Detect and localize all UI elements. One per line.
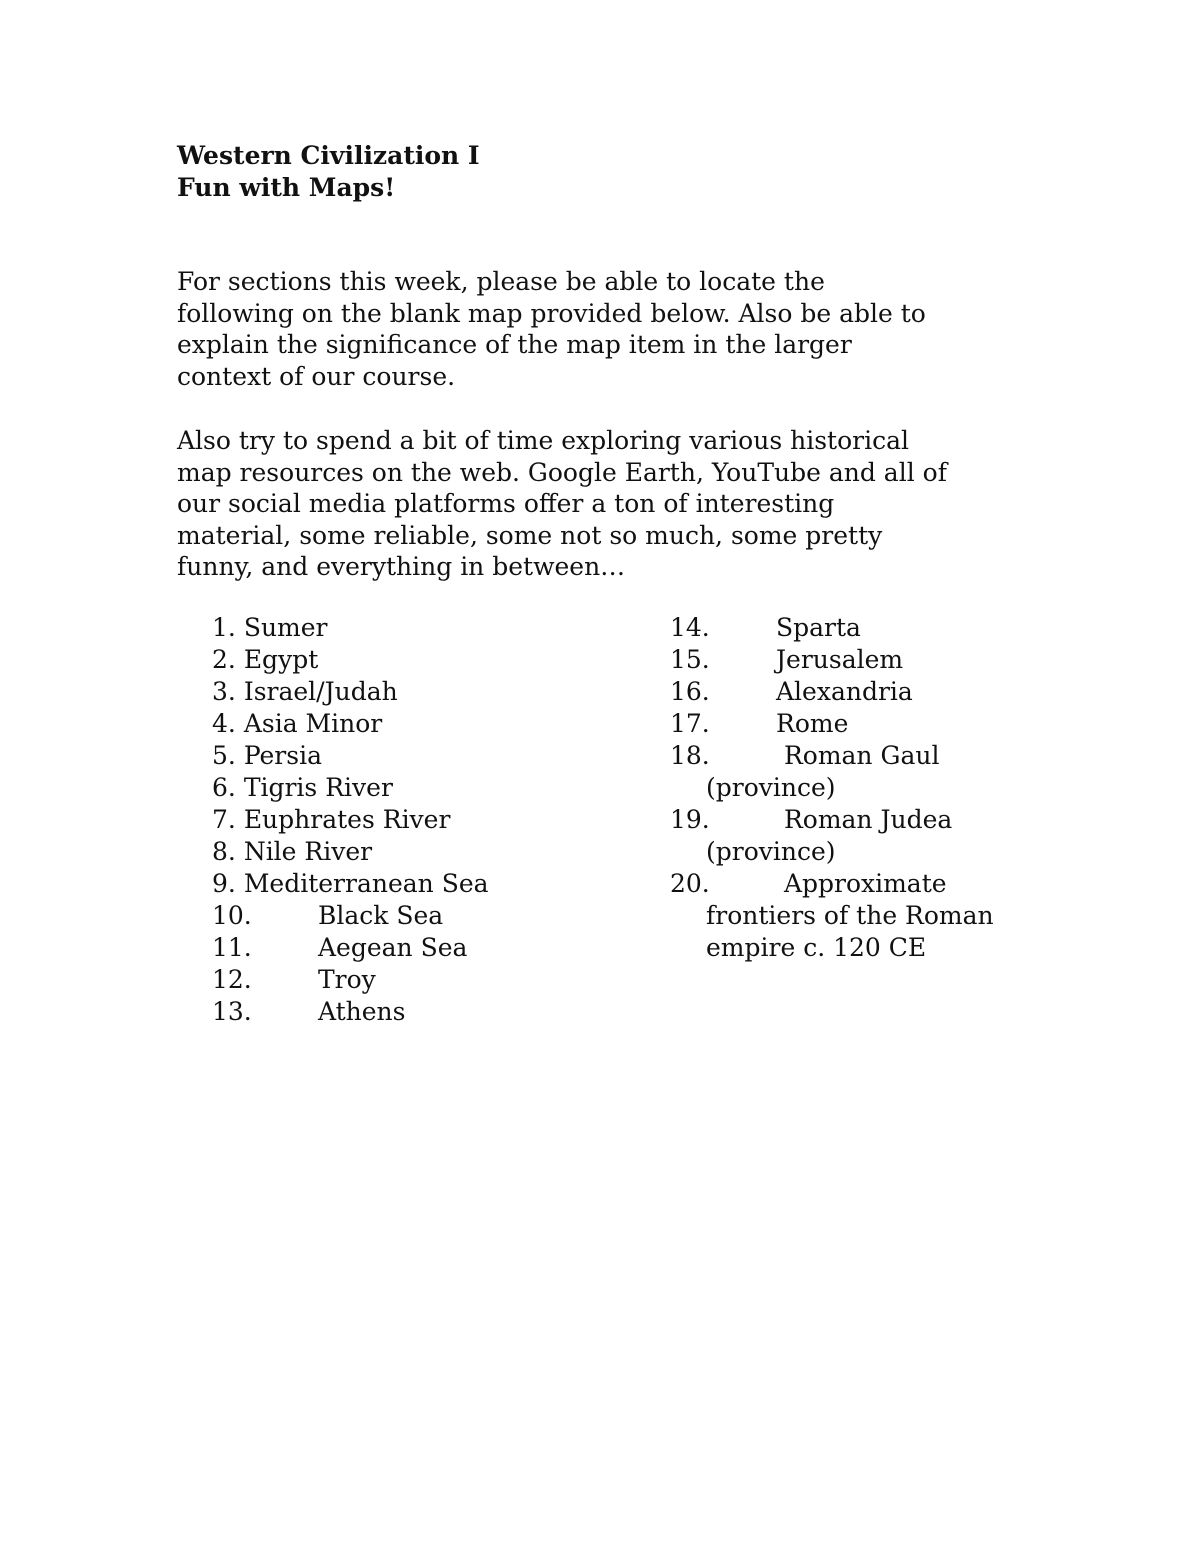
item-number: 17. bbox=[670, 709, 710, 738]
item-number: 13. bbox=[212, 997, 252, 1026]
exploration-paragraph bbox=[177, 425, 1047, 583]
item-number: 2. bbox=[212, 645, 236, 674]
title-line-1: Western Civilization I bbox=[177, 141, 480, 170]
item-label: Alexandria bbox=[776, 677, 913, 706]
title-line-2: Fun with Maps! bbox=[177, 173, 396, 202]
paragraph-line: funny, and everything in between… bbox=[177, 552, 626, 581]
map-items-list-left bbox=[212, 612, 489, 1028]
list-item bbox=[670, 868, 994, 964]
list-item bbox=[212, 964, 489, 996]
item-label: Roman Judea bbox=[776, 805, 953, 834]
item-number: 4. bbox=[212, 709, 236, 738]
list-item bbox=[212, 644, 489, 676]
list-item bbox=[670, 708, 994, 740]
item-label: Israel/Judah bbox=[243, 677, 398, 706]
item-number: 15. bbox=[670, 645, 710, 674]
paragraph-line: material, some reliable, some not so much, some pretty bbox=[177, 520, 883, 550]
item-label: Egypt bbox=[243, 645, 319, 674]
list-item bbox=[212, 836, 489, 868]
item-number: 3. bbox=[212, 677, 236, 706]
list-item bbox=[670, 740, 994, 804]
list-item bbox=[212, 676, 489, 708]
item-number: 14. bbox=[670, 613, 710, 642]
instructions-paragraph bbox=[177, 266, 1047, 392]
list-item bbox=[212, 772, 489, 804]
item-number: 9. bbox=[212, 869, 236, 898]
item-label-continuation: frontiers of the Roman bbox=[706, 901, 994, 930]
list-item bbox=[212, 804, 489, 836]
list-item bbox=[212, 740, 489, 772]
list-item bbox=[212, 932, 489, 964]
item-label: Jerusalem bbox=[776, 645, 904, 674]
item-label: Nile River bbox=[243, 837, 373, 866]
item-number: 6. bbox=[212, 773, 236, 802]
item-label: Mediterranean Sea bbox=[243, 869, 489, 898]
list-item bbox=[212, 900, 489, 932]
document-title bbox=[177, 140, 480, 204]
item-number: 16. bbox=[670, 677, 710, 706]
item-label: Tigris River bbox=[243, 773, 393, 802]
item-label: Rome bbox=[776, 709, 849, 738]
paragraph-line: Also try to spend a bit of time exploring various historical bbox=[177, 426, 909, 455]
item-label: Roman Gaul bbox=[776, 741, 940, 770]
list-item bbox=[212, 708, 489, 740]
item-label-continuation: (province) bbox=[706, 837, 836, 866]
item-number: 11. bbox=[212, 933, 252, 962]
list-item bbox=[212, 996, 489, 1028]
map-items-list-right bbox=[670, 612, 994, 964]
item-label-continuation: (province) bbox=[706, 773, 836, 802]
item-label: Athens bbox=[318, 997, 406, 1026]
item-number: 12. bbox=[212, 965, 252, 994]
item-number: 18. bbox=[670, 741, 710, 770]
item-label: Sparta bbox=[776, 613, 861, 642]
item-number: 19. bbox=[670, 805, 710, 834]
paragraph-line: map resources on the web. Google Earth, YouTube and all of bbox=[177, 457, 947, 487]
paragraph-line: For sections this week, please be able to locate the bbox=[177, 267, 825, 296]
list-item bbox=[670, 676, 994, 708]
item-label: Persia bbox=[243, 741, 322, 770]
item-label: Asia Minor bbox=[243, 709, 383, 738]
list-item bbox=[670, 804, 994, 868]
item-number: 8. bbox=[212, 837, 236, 866]
paragraph-line: our social media platforms offer a ton of interesting bbox=[177, 489, 835, 518]
item-label: Sumer bbox=[243, 613, 328, 642]
item-number: 7. bbox=[212, 805, 236, 834]
paragraph-line: context of our course. bbox=[177, 361, 456, 391]
item-label: Approximate bbox=[776, 869, 947, 898]
item-label: Troy bbox=[318, 965, 376, 994]
item-number: 20. bbox=[670, 869, 710, 898]
paragraph-line: explain the significance of the map item in the larger bbox=[177, 330, 852, 359]
item-label: Aegean Sea bbox=[318, 933, 468, 962]
item-label-continuation: empire c. 120 CE bbox=[706, 933, 927, 962]
item-number: 1. bbox=[212, 613, 236, 642]
list-item bbox=[670, 612, 994, 644]
item-number: 10. bbox=[212, 901, 252, 930]
list-item bbox=[670, 644, 994, 676]
item-label: Euphrates River bbox=[243, 805, 451, 834]
list-item bbox=[212, 868, 489, 900]
list-item bbox=[212, 612, 489, 644]
item-number: 5. bbox=[212, 741, 236, 770]
paragraph-line: following on the blank map provided below. Also be able to bbox=[177, 298, 926, 328]
item-label: Black Sea bbox=[318, 901, 444, 930]
